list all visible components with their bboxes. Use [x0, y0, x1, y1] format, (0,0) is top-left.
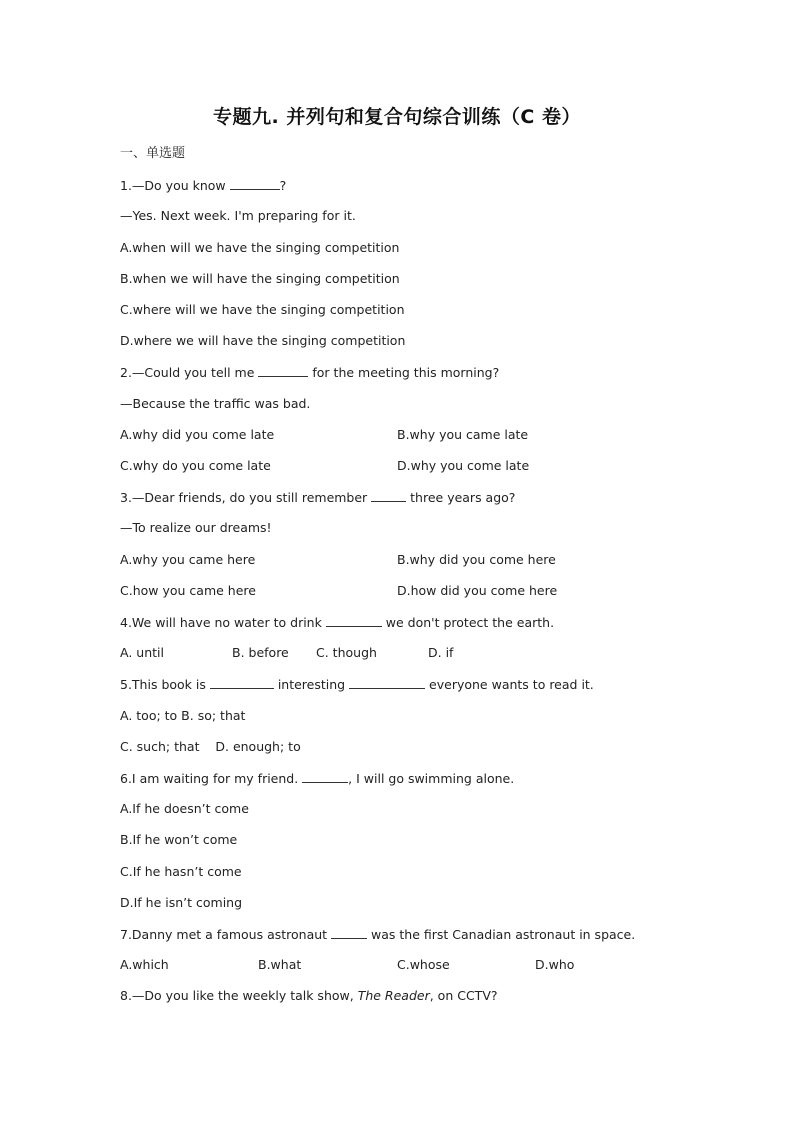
question-2-end: for the meeting this morning? [308, 365, 500, 380]
option-a: A.when will we have the singing competition [120, 240, 400, 255]
answer-blank [210, 676, 274, 689]
option-d: D.why you come late [397, 458, 530, 473]
question-1-end: ? [279, 178, 287, 193]
question-7 [120, 926, 635, 943]
option-c: C.how you came here [120, 583, 256, 598]
question-3-end: three years ago? [406, 490, 516, 505]
question-8 [120, 988, 498, 1004]
question-5-end: everyone wants to read it. [425, 677, 594, 692]
question-4 [120, 614, 554, 631]
question-4-end: we don't protect the earth. [381, 615, 555, 630]
question-1-text: 1.—Do you know [120, 178, 230, 193]
section-heading: 一、单选题 [120, 146, 186, 161]
question-8-end: , on CCTV? [429, 988, 498, 1003]
option-b: B.why you came late [397, 427, 529, 442]
question-8-text: 8.—Do you like the weekly talk show, [120, 988, 358, 1003]
option-d: D.how did you come here [397, 583, 558, 598]
option-a: A. until [120, 645, 164, 660]
option-a: A.why did you come late [120, 427, 275, 442]
option-a: A.which [120, 957, 169, 972]
question-3-text: 3.—Dear friends, do you still remember [120, 490, 372, 505]
answer-blank [349, 676, 425, 689]
question-2-text: 2.—Could you tell me [120, 365, 259, 380]
option-b: B. before [232, 645, 289, 660]
option-d: D.who [535, 957, 575, 972]
option-d: D. if [428, 645, 454, 660]
question-5 [120, 676, 594, 693]
answer-blank [302, 770, 348, 783]
option-d: D.If he isn’t coming [120, 895, 243, 910]
option-c: C.whose [397, 957, 450, 972]
option-c: C.why do you come late [120, 458, 271, 473]
question-2 [120, 364, 499, 381]
option-b: B.why did you come here [397, 552, 556, 567]
option-c: C.where will we have the singing competition [120, 302, 405, 317]
question-1-reply: —Yes. Next week. I'm preparing for it. [120, 208, 356, 223]
question-7-end: was the first Canadian astronaut in space. [367, 927, 636, 942]
option-c: C.If he hasn’t come [120, 864, 242, 879]
question-5-middle: interesting [273, 677, 350, 692]
question-7-text: 7.Danny met a famous astronaut [120, 927, 332, 942]
question-3 [120, 489, 515, 506]
option-c: C. though [316, 645, 377, 660]
options-row: A. too; to B. so; that [120, 708, 246, 723]
option-b: B.when we will have the singing competition [120, 271, 400, 286]
question-2-reply: —Because the traffic was bad. [120, 396, 311, 411]
show-title: The Reader [357, 988, 430, 1003]
question-6-text: 6.I am waiting for my friend. [120, 771, 303, 786]
answer-blank [230, 177, 280, 190]
option-b: B.what [258, 957, 302, 972]
question-3-reply: —To realize our dreams! [120, 520, 272, 535]
page-title: 专题九. 并列句和复合句综合训练（C 卷） [213, 106, 581, 128]
question-6-end: , I will go swimming alone. [348, 771, 515, 786]
question-5-text: 5.This book is [120, 677, 210, 692]
options-row: C. such; that D. enough; to [120, 739, 301, 754]
answer-blank [331, 926, 367, 939]
option-d: D.where we will have the singing competition [120, 333, 406, 348]
option-a: A.If he doesn’t come [120, 801, 249, 816]
option-a: A.why you came here [120, 552, 256, 567]
answer-blank [371, 489, 406, 502]
question-4-text: 4.We will have no water to drink [120, 615, 326, 630]
answer-blank [258, 364, 308, 377]
option-b: B.If he won’t come [120, 832, 238, 847]
answer-blank [326, 614, 382, 627]
question-1 [120, 177, 286, 194]
question-6 [120, 770, 514, 787]
